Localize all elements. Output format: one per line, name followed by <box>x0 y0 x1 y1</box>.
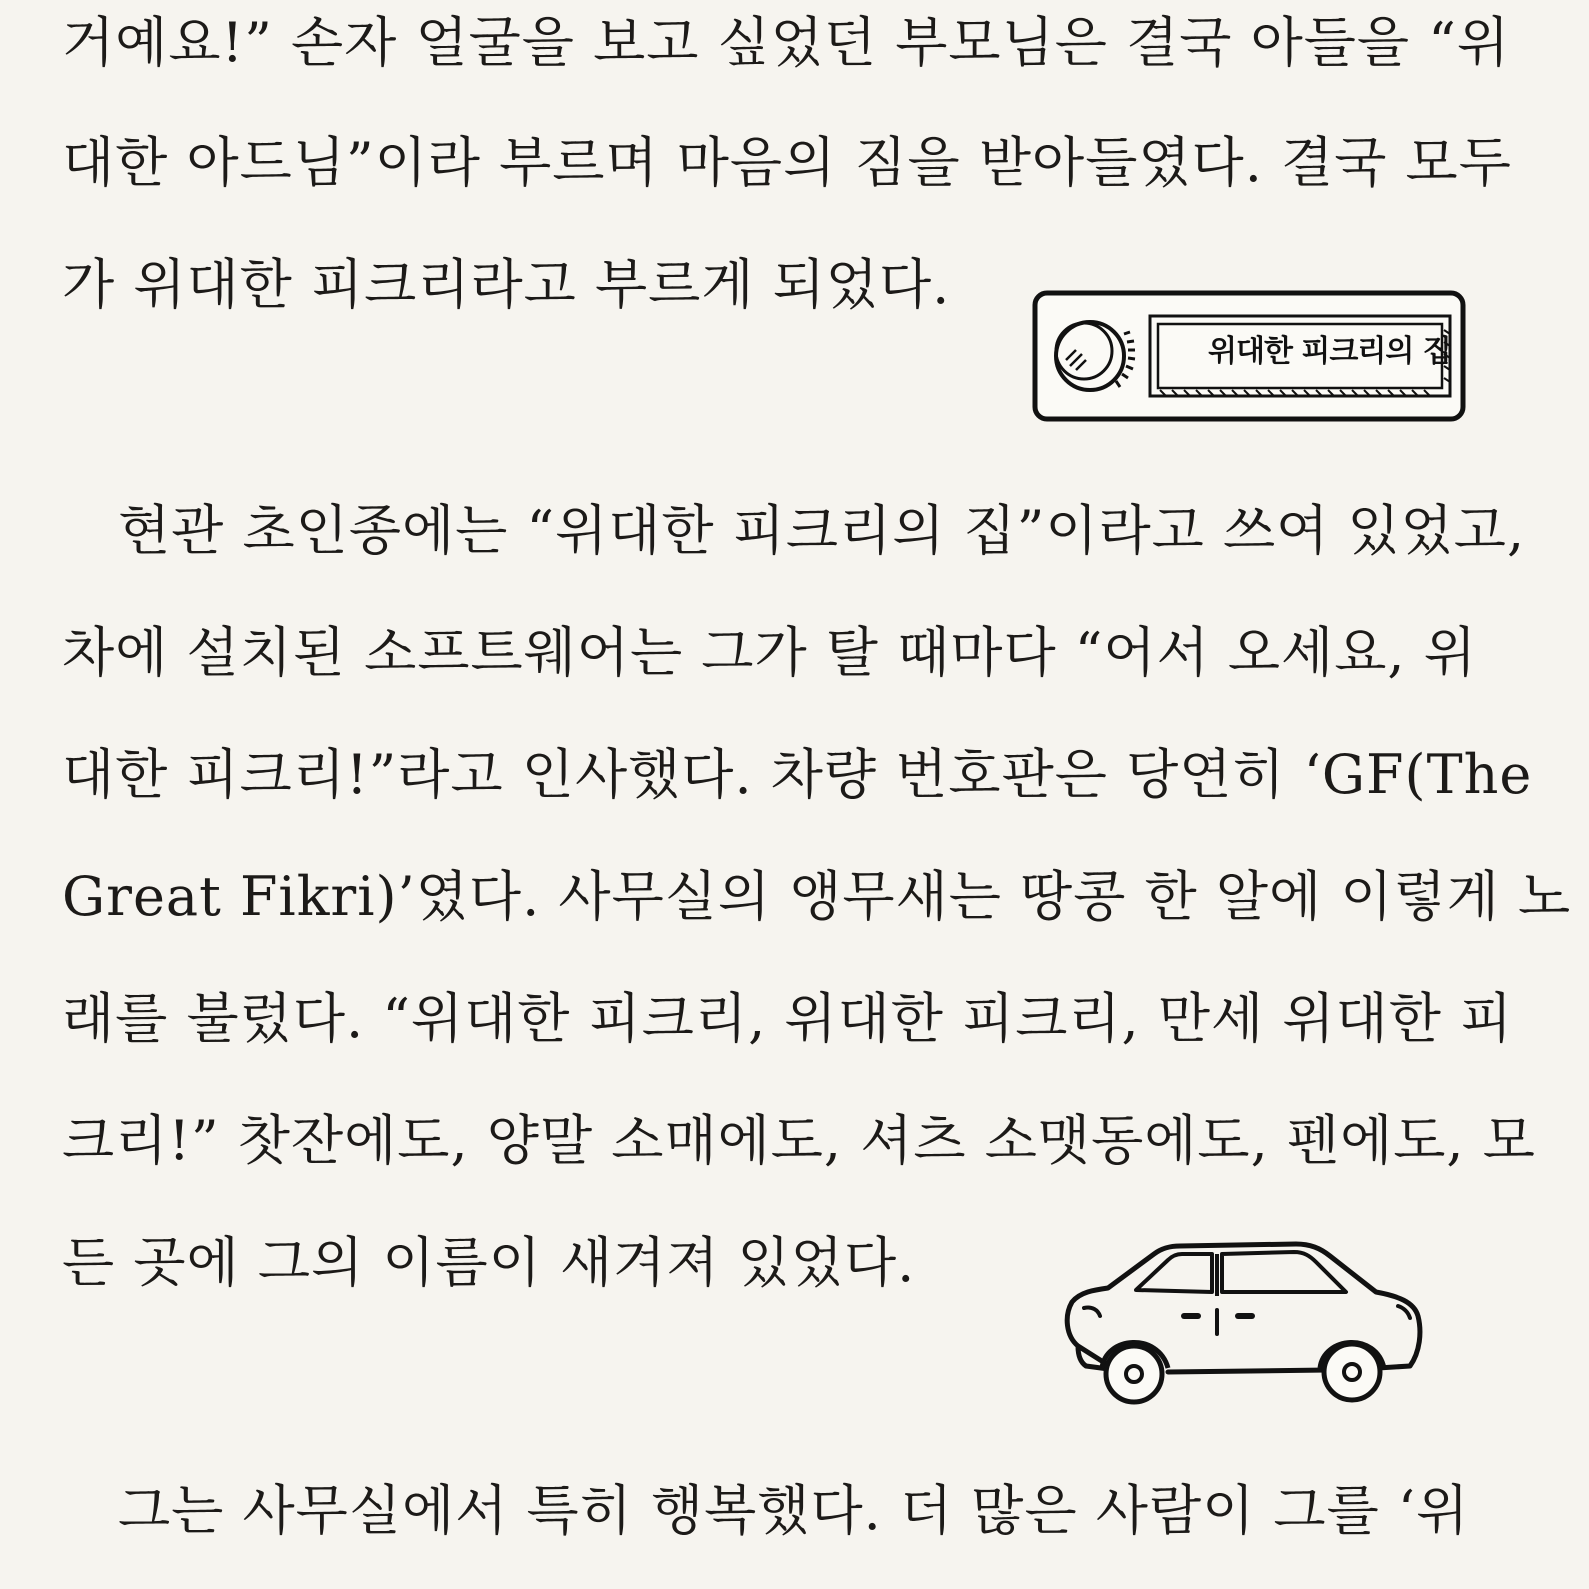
text-line: 크리!” 찻잔에도, 양말 소매에도, 셔츠 소맷동에도, 펜에도, 모 <box>62 1109 1536 1172</box>
doorbell-nameplate <box>1032 290 1468 422</box>
text-line: Great Fikri)’였다. 사무실의 앵무새는 땅콩 한 알에 이렇게 노 <box>62 865 1572 928</box>
car-illustration <box>1058 1236 1438 1416</box>
car-icon <box>1058 1236 1438 1416</box>
nameplate-label: 위대한 피크리의 집 <box>1208 334 1451 369</box>
text-line: 대한 피크리!”라고 인사했다. 차량 번호판은 당연히 ‘GF(The <box>62 743 1533 806</box>
text-line: 래를 불렀다. “위대한 피크리, 위대한 피크리, 만세 위대한 피 <box>62 987 1514 1050</box>
text-line: 대한 아드님”이라 부르며 마음의 짐을 받아들였다. 결국 모두 <box>62 131 1512 194</box>
text-line: 가 위대한 피크리라고 부르게 되었다. <box>62 253 951 316</box>
text-line: 현관 초인종에는 “위대한 피크리의 집”이라고 쓰여 있었고, <box>118 499 1526 562</box>
text-line: 그는 사무실에서 특히 행복했다. 더 많은 사람이 그를 ‘위 <box>118 1479 1470 1542</box>
text-line: 차에 설치된 소프트웨어는 그가 탈 때마다 “어서 오세요, 위 <box>62 621 1477 684</box>
text-line: 거예요!” 손자 얼굴을 보고 싶었던 부모님은 결국 아들을 “위 <box>62 11 1511 74</box>
text-line: 든 곳에 그의 이름이 새겨져 있었다. <box>62 1231 916 1294</box>
